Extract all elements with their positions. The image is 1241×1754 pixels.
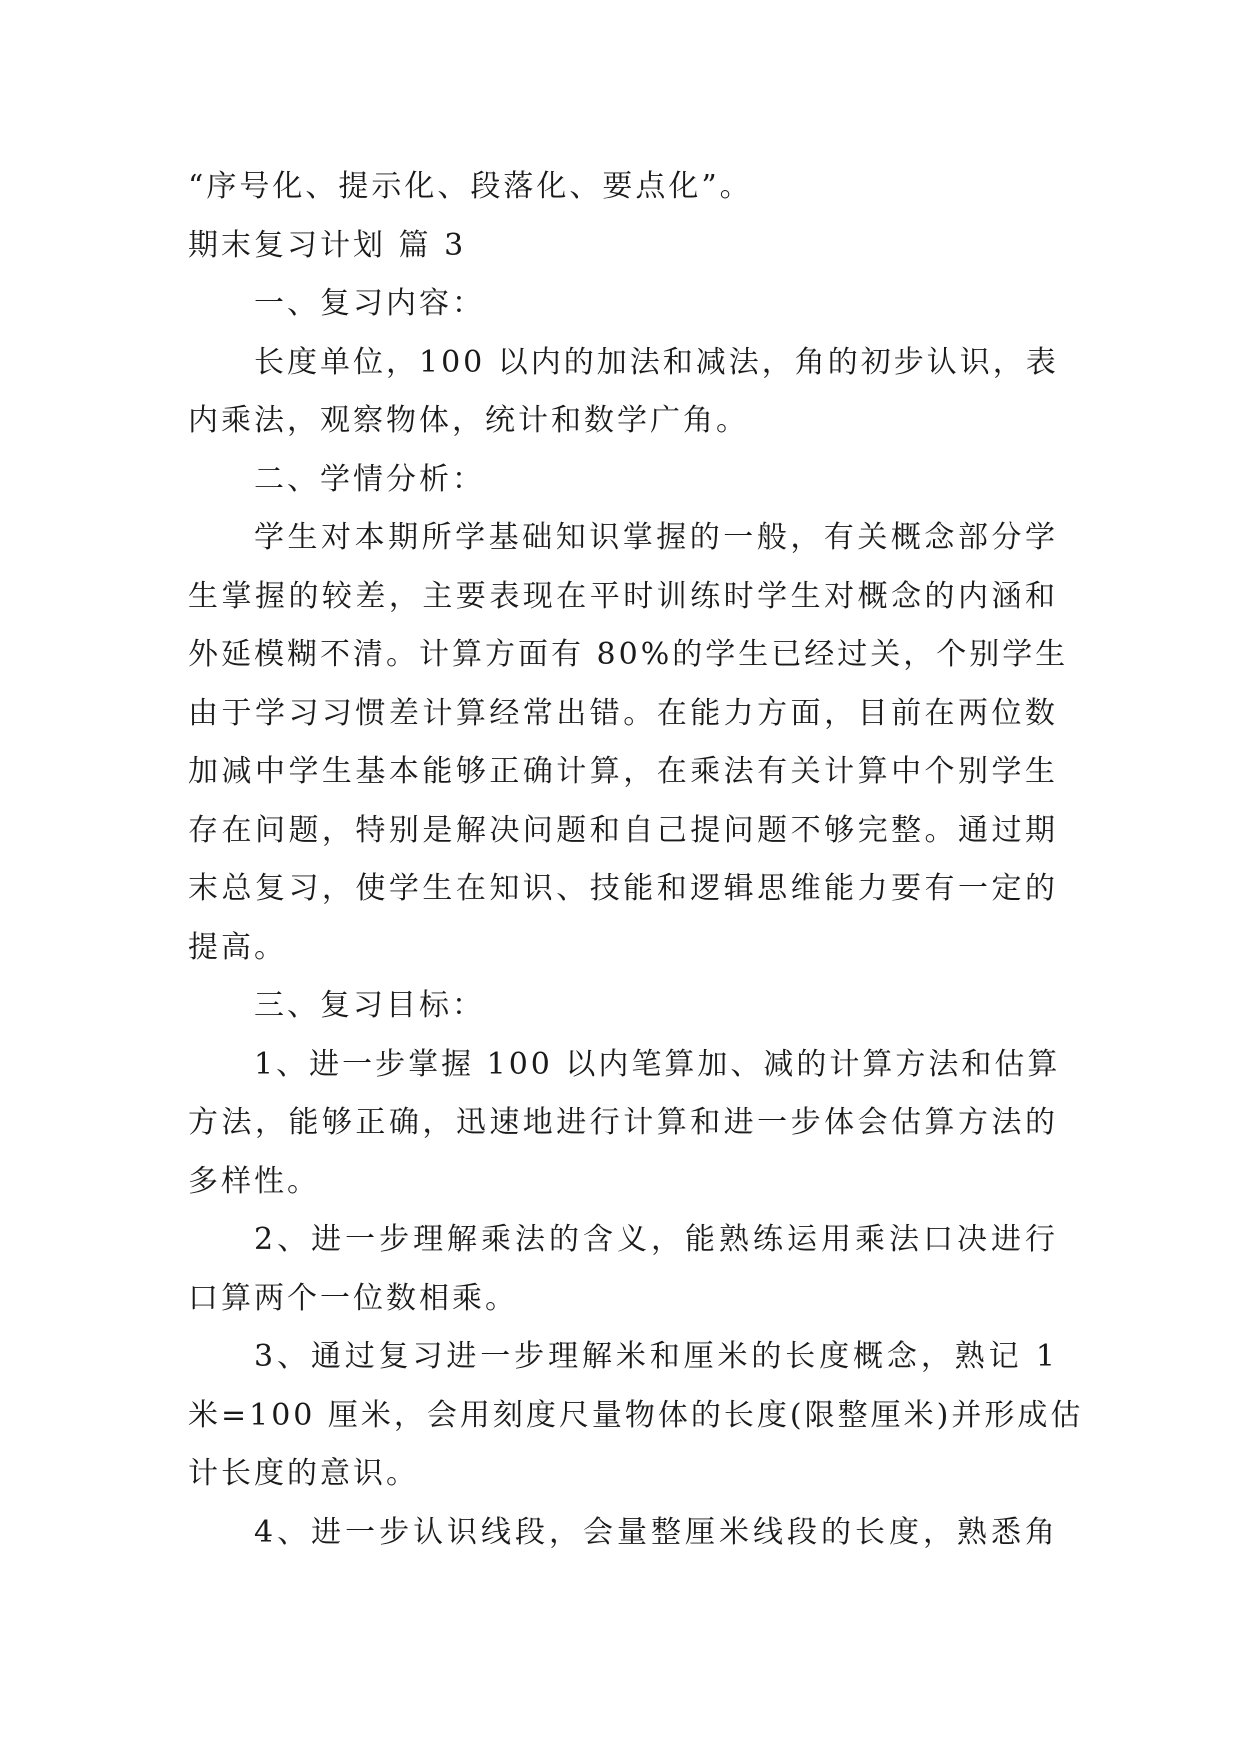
text-line: 提高。 — [188, 929, 287, 965]
text-line: 一、复习内容： — [254, 286, 485, 321]
text-line: 2、进一步理解乘法的含义，能熟练运用乘法口决进行 — [254, 1222, 1058, 1257]
text-line: 存在问题，特别是解决问题和自己提问题不够完整。通过期 — [188, 812, 1058, 848]
text-line: 米=100 厘米，会用刻度尺量物体的长度(限整厘米)并形成估 — [188, 1397, 1084, 1433]
text-line: 由于学习习惯差计算经常出错。在能力方面，目前在两位数 — [188, 695, 1058, 731]
text-line: 3、通过复习进一步理解米和厘米的长度概念，熟记 1 — [254, 1339, 1058, 1374]
text-line: 内乘法，观察物体，统计和数学广角。 — [188, 403, 749, 438]
text-line: 期末复习计划 篇 3 — [188, 227, 467, 263]
text-line: 末总复习，使学生在知识、技能和逻辑思维能力要有一定的 — [188, 871, 1058, 906]
text-line: “序号化、提示化、段落化、要点化”。 — [188, 169, 753, 204]
text-line: 1、进一步掌握 100 以内笔算加、减的计算方法和估算 — [254, 1046, 1061, 1082]
text-line: 长度单位，100 以内的加法和减法，角的初步认识，表 — [254, 344, 1059, 380]
text-line: 4、进一步认识线段，会量整厘米线段的长度，熟悉角 — [254, 1514, 1058, 1550]
text-line: 外延模糊不清。计算方面有 80%的学生已经过关，个别学生 — [188, 637, 1069, 672]
text-line: 学生对本期所学基础知识掌握的一般，有关概念部分学 — [254, 520, 1058, 555]
text-line: 生掌握的较差，主要表现在平时训练时学生对概念的内涵和 — [188, 578, 1058, 614]
text-line: 计长度的意识。 — [188, 1456, 419, 1491]
text-line: 三、复习目标： — [254, 988, 485, 1023]
text-line: 方法，能够正确，迅速地进行计算和进一步体会估算方法的 — [188, 1105, 1058, 1140]
text-line: 加减中学生基本能够正确计算，在乘法有关计算中个别学生 — [188, 754, 1058, 789]
document-body — [188, 158, 1084, 1562]
text-line: 二、学情分析： — [254, 461, 485, 497]
text-line: 口算两个一位数相乘。 — [188, 1280, 518, 1316]
text-line: 多样性。 — [188, 1163, 320, 1199]
